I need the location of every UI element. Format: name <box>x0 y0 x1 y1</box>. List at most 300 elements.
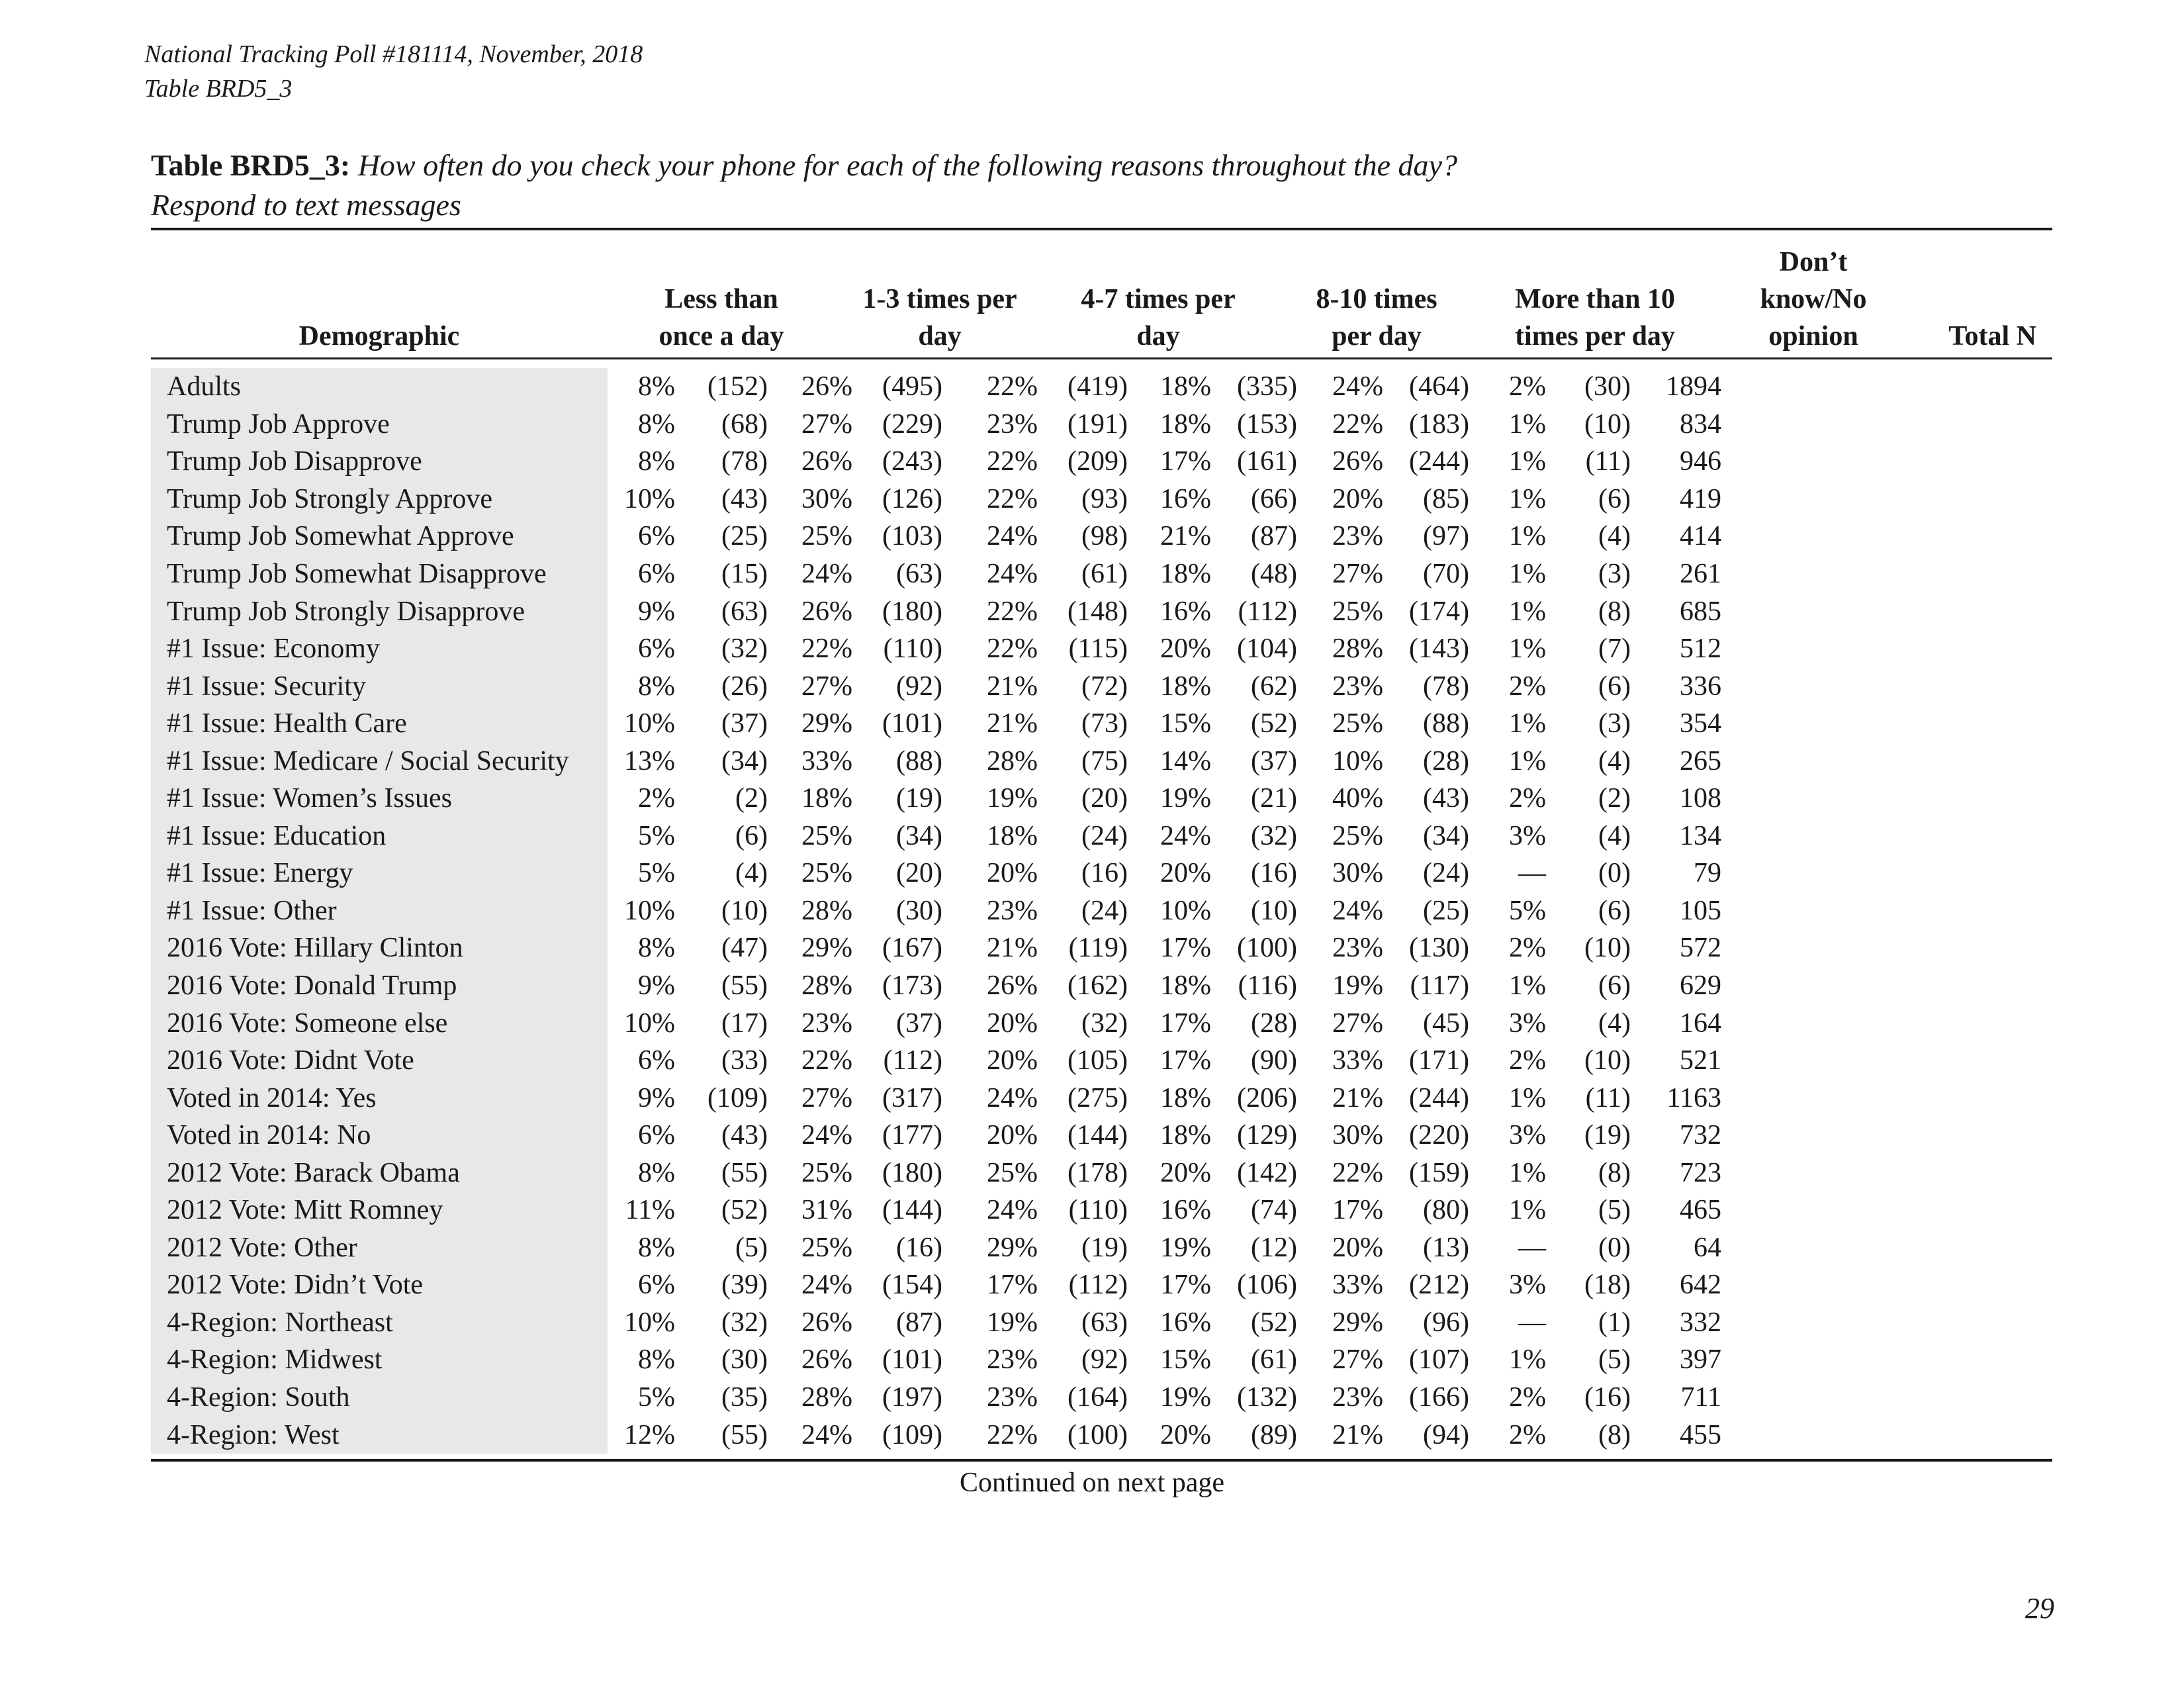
cell-total-n: 685 <box>1680 596 1721 627</box>
cell-count: (43) <box>1423 783 1469 814</box>
cell-total-n: 134 <box>1680 820 1721 851</box>
cell-percent: 23% <box>1332 933 1383 964</box>
table-row <box>151 1079 1761 1117</box>
cell-percent: 29% <box>801 933 852 964</box>
cell-percent: 5% <box>1509 895 1546 926</box>
cell-count: (8) <box>1598 596 1631 627</box>
cell-count: (32) <box>1081 1008 1128 1039</box>
cell-percent: 11% <box>625 1195 675 1226</box>
cell-total-n: 164 <box>1680 1008 1721 1039</box>
cell-percent: 10% <box>624 1008 675 1039</box>
cell-percent: 6% <box>638 1120 675 1151</box>
cell-count: (92) <box>896 671 942 702</box>
cell-percent: 1% <box>1509 745 1546 776</box>
cell-percent: 8% <box>638 933 675 964</box>
cell-percent: 22% <box>801 633 852 665</box>
cell-count: (101) <box>882 708 942 739</box>
cell-count: (6) <box>1598 671 1631 702</box>
cell-count: (4) <box>735 858 768 889</box>
cell-count: (34) <box>721 745 768 776</box>
cell-percent: 6% <box>638 559 675 589</box>
cell-count: (130) <box>1409 933 1469 964</box>
running-header <box>144 37 643 106</box>
cell-percent: 33% <box>1332 1270 1383 1301</box>
cell-percent: 17% <box>987 1270 1038 1301</box>
cell-percent: 10% <box>1160 895 1211 926</box>
col-header-1-3-times: 1-3 times per day <box>862 284 1017 352</box>
cell-percent: 25% <box>987 1157 1038 1188</box>
cell-count: (7) <box>1598 633 1631 665</box>
table-row <box>151 780 1761 818</box>
row-label: #1 Issue: Health Care <box>167 708 407 739</box>
cell-count: (106) <box>1237 1270 1297 1301</box>
cell-count: (28) <box>1251 1008 1297 1039</box>
cell-percent: 5% <box>638 1382 675 1413</box>
cell-percent: 19% <box>987 783 1038 814</box>
cell-percent: 29% <box>1332 1307 1383 1338</box>
cell-count: (78) <box>721 446 768 477</box>
cell-count: (4) <box>1598 1008 1631 1039</box>
cell-count: (209) <box>1068 446 1128 477</box>
cell-percent: 21% <box>987 708 1038 739</box>
cell-count: (52) <box>1251 1307 1297 1338</box>
cell-count: (6) <box>735 820 768 851</box>
cell-percent: 20% <box>1160 633 1211 665</box>
table-title <box>151 146 1457 225</box>
cell-count: (19) <box>1081 1232 1128 1263</box>
cell-percent: 23% <box>801 1008 852 1039</box>
cell-percent: 24% <box>1160 820 1211 851</box>
cell-percent: 17% <box>1332 1195 1383 1226</box>
cell-percent: 1% <box>1509 521 1546 552</box>
col-header-4-7-times: 4-7 times per day <box>1081 284 1236 352</box>
table-row <box>151 518 1761 555</box>
cell-count: (10) <box>1584 1045 1631 1076</box>
row-label: 4-Region: Northeast <box>167 1307 393 1338</box>
cell-percent: 1% <box>1509 1157 1546 1188</box>
cell-percent: 21% <box>1332 1419 1383 1450</box>
table-row <box>151 481 1761 518</box>
cell-percent: 25% <box>801 1232 852 1263</box>
cell-percent: 6% <box>638 1270 675 1301</box>
cell-count: (63) <box>896 559 942 589</box>
cell-total-n: 397 <box>1680 1344 1721 1376</box>
cell-percent: 6% <box>638 1045 675 1076</box>
cell-count: (70) <box>1423 559 1469 589</box>
cell-percent: 20% <box>1160 858 1211 889</box>
cell-count: (43) <box>721 483 768 514</box>
poll-name: National Tracking Poll #181114, November, 2018 <box>144 40 643 68</box>
cell-percent: 19% <box>987 1307 1038 1338</box>
cell-percent: 8% <box>638 1344 675 1376</box>
cell-percent: 15% <box>1160 1344 1211 1376</box>
cell-count: (112) <box>1068 1270 1128 1301</box>
row-label: Trump Job Strongly Approve <box>167 483 493 514</box>
cell-count: (68) <box>721 408 768 440</box>
cell-count: (25) <box>1423 895 1469 926</box>
cell-count: (92) <box>1081 1344 1128 1376</box>
cell-count: (143) <box>1409 633 1469 665</box>
cell-count: (37) <box>721 708 768 739</box>
cell-percent: 25% <box>801 820 852 851</box>
cell-percent: 24% <box>801 1120 852 1151</box>
cell-percent: 18% <box>1160 1120 1211 1151</box>
cell-percent: 20% <box>1160 1157 1211 1188</box>
cell-count: (10) <box>721 895 768 926</box>
cell-count: (180) <box>882 596 942 627</box>
cell-count: (8) <box>1598 1419 1631 1450</box>
cell-count: (101) <box>882 1344 942 1376</box>
cell-percent: 19% <box>1332 970 1383 1002</box>
cell-count: (164) <box>1068 1382 1128 1413</box>
cell-count: (144) <box>882 1195 942 1226</box>
cell-percent: 8% <box>638 408 675 440</box>
cell-percent: 30% <box>1332 858 1383 889</box>
cell-count: (6) <box>1598 895 1631 926</box>
cell-count: (63) <box>1081 1307 1128 1338</box>
cell-percent: — <box>1518 1307 1546 1338</box>
cell-percent: 20% <box>987 1008 1038 1039</box>
table-row <box>151 818 1761 855</box>
cell-total-n: 105 <box>1680 895 1721 926</box>
cell-percent: 17% <box>1160 446 1211 477</box>
row-label: 2016 Vote: Donald Trump <box>167 970 457 1002</box>
cell-count: (107) <box>1409 1344 1469 1376</box>
cell-count: (132) <box>1237 1382 1297 1413</box>
cell-count: (5) <box>1598 1344 1631 1376</box>
row-label: Trump Job Somewhat Disapprove <box>167 559 547 589</box>
cell-count: (63) <box>721 596 768 627</box>
cell-count: (73) <box>1081 708 1128 739</box>
cell-count: (21) <box>1251 783 1297 814</box>
table-title-label: Table BRD5_3: <box>151 148 351 182</box>
cell-count: (166) <box>1409 1382 1469 1413</box>
row-label: 2016 Vote: Hillary Clinton <box>167 933 463 964</box>
table-row <box>151 1416 1761 1454</box>
table-row <box>151 1304 1761 1342</box>
cell-percent: 17% <box>1160 1008 1211 1039</box>
cell-percent: 17% <box>1160 1270 1211 1301</box>
cell-percent: 27% <box>801 1082 852 1113</box>
cell-percent: 14% <box>1160 745 1211 776</box>
cell-percent: 25% <box>801 521 852 552</box>
cell-percent: 26% <box>1332 446 1383 477</box>
cell-count: (98) <box>1081 521 1128 552</box>
cell-count: (32) <box>721 633 768 665</box>
cell-percent: 10% <box>1332 745 1383 776</box>
cell-percent: 22% <box>987 483 1038 514</box>
row-label: Trump Job Disapprove <box>167 446 422 477</box>
cell-count: (105) <box>1068 1045 1128 1076</box>
cell-percent: 20% <box>987 1045 1038 1076</box>
cell-count: (32) <box>1251 820 1297 851</box>
cell-percent: 25% <box>1332 820 1383 851</box>
cell-count: (16) <box>1584 1382 1631 1413</box>
cell-count: (55) <box>721 1419 768 1450</box>
cell-percent: 1% <box>1509 596 1546 627</box>
cell-count: (24) <box>1081 895 1128 926</box>
cell-percent: 22% <box>987 1419 1038 1450</box>
cell-count: (112) <box>883 1045 942 1076</box>
cell-percent: 26% <box>801 1307 852 1338</box>
cell-count: (0) <box>1598 1232 1631 1263</box>
cell-count: (15) <box>721 559 768 589</box>
row-label: 2012 Vote: Didn’t Vote <box>167 1270 424 1301</box>
cell-percent: 21% <box>1332 1082 1383 1113</box>
cell-percent: 3% <box>1509 1120 1546 1151</box>
cell-percent: 22% <box>1332 1157 1383 1188</box>
cell-count: (419) <box>1068 371 1128 402</box>
cell-percent: 2% <box>1509 783 1546 814</box>
cell-percent: 18% <box>801 783 852 814</box>
cell-count: (30) <box>1584 371 1631 402</box>
cell-count: (10) <box>1584 408 1631 440</box>
table-row <box>151 406 1761 444</box>
cell-count: (61) <box>1081 559 1128 589</box>
cell-percent: 2% <box>1509 1382 1546 1413</box>
cell-total-n: 108 <box>1680 783 1721 814</box>
cell-percent: 18% <box>1160 408 1211 440</box>
cell-percent: 16% <box>1160 1195 1211 1226</box>
cell-percent: 12% <box>624 1419 675 1450</box>
cell-percent: 1% <box>1509 559 1546 589</box>
cell-percent: 24% <box>801 1419 852 1450</box>
cell-percent: 22% <box>987 371 1038 402</box>
cell-count: (34) <box>896 820 942 851</box>
cell-count: (177) <box>882 1120 942 1151</box>
page-number: 29 <box>2025 1592 2054 1624</box>
cell-count: (162) <box>1068 970 1128 1002</box>
cell-count: (75) <box>1081 745 1128 776</box>
cell-count: (94) <box>1423 1419 1469 1450</box>
cell-percent: 2% <box>1509 1419 1546 1450</box>
cell-count: (13) <box>1423 1232 1469 1263</box>
table-row <box>151 855 1761 892</box>
cell-percent: 21% <box>1160 521 1211 552</box>
cell-total-n: 465 <box>1680 1195 1721 1226</box>
cell-count: (25) <box>721 521 768 552</box>
cell-percent: 30% <box>801 483 852 514</box>
cell-percent: 28% <box>801 970 852 1002</box>
table-row <box>151 892 1761 930</box>
cell-count: (154) <box>882 1270 942 1301</box>
cell-total-n: 265 <box>1680 745 1721 776</box>
col-header-demographic: Demographic <box>298 321 460 352</box>
cell-percent: 2% <box>1509 671 1546 702</box>
table-question: How often do you check your phone for each of the following reasons throughout the day? <box>357 148 1457 182</box>
cell-count: (148) <box>1068 596 1128 627</box>
cell-percent: 29% <box>987 1232 1038 1263</box>
cell-total-n: 642 <box>1680 1270 1721 1301</box>
table-row <box>151 929 1761 967</box>
cell-percent: 23% <box>1332 671 1383 702</box>
cell-percent: 1% <box>1509 970 1546 1002</box>
table-row <box>151 1154 1761 1192</box>
cell-count: (24) <box>1081 820 1128 851</box>
cell-count: (110) <box>883 633 942 665</box>
cell-count: (87) <box>896 1307 942 1338</box>
cell-count: (6) <box>1598 483 1631 514</box>
cell-count: (30) <box>721 1344 768 1376</box>
cell-count: (229) <box>882 408 942 440</box>
cell-count: (220) <box>1409 1120 1469 1151</box>
cell-count: (4) <box>1598 820 1631 851</box>
cell-percent: 10% <box>624 483 675 514</box>
table-row <box>151 368 1761 406</box>
cell-count: (11) <box>1585 446 1631 477</box>
cell-percent: 10% <box>624 708 675 739</box>
col-header-more-than-10: More than 10 times per day <box>1515 284 1675 352</box>
cell-percent: 8% <box>638 371 675 402</box>
cell-count: (191) <box>1068 408 1128 440</box>
cell-count: (16) <box>896 1232 942 1263</box>
cell-percent: 27% <box>801 671 852 702</box>
cell-count: (243) <box>882 446 942 477</box>
cell-total-n: 261 <box>1680 559 1721 589</box>
cell-count: (100) <box>1068 1419 1128 1450</box>
cell-total-n: 1163 <box>1666 1082 1721 1113</box>
cell-count: (109) <box>707 1082 768 1113</box>
cell-count: (61) <box>1251 1344 1297 1376</box>
row-label: 4-Region: South <box>167 1382 350 1413</box>
cell-total-n: 419 <box>1680 483 1721 514</box>
cell-percent: 10% <box>624 1307 675 1338</box>
cell-percent: 5% <box>638 820 675 851</box>
row-label: 2016 Vote: Didnt Vote <box>167 1045 414 1076</box>
cell-percent: 26% <box>801 371 852 402</box>
cell-count: (48) <box>1251 559 1297 589</box>
table-row <box>151 1379 1761 1417</box>
table-row <box>151 742 1761 780</box>
cell-percent: 25% <box>1332 708 1383 739</box>
cell-count: (171) <box>1409 1045 1469 1076</box>
row-label: Voted in 2014: Yes <box>167 1082 377 1113</box>
row-label: #1 Issue: Energy <box>167 858 353 889</box>
cell-count: (110) <box>1068 1195 1128 1226</box>
cell-percent: 2% <box>1509 371 1546 402</box>
cell-percent: 29% <box>801 708 852 739</box>
cell-percent: 20% <box>1332 1232 1383 1263</box>
cell-count: (4) <box>1598 745 1631 776</box>
cell-percent: 21% <box>987 933 1038 964</box>
cell-percent: 3% <box>1509 820 1546 851</box>
cell-percent: 18% <box>1160 970 1211 1002</box>
cell-count: (93) <box>1081 483 1128 514</box>
cell-count: (129) <box>1237 1120 1297 1151</box>
table-row <box>151 1229 1761 1267</box>
row-label: 2016 Vote: Someone else <box>167 1008 448 1039</box>
cell-percent: 6% <box>638 633 675 665</box>
cell-total-n: 332 <box>1680 1307 1721 1338</box>
cell-percent: 21% <box>987 671 1038 702</box>
cell-count: (45) <box>1423 1008 1469 1039</box>
cell-percent: 23% <box>987 1344 1038 1376</box>
row-label: #1 Issue: Education <box>167 820 387 851</box>
cell-percent: 28% <box>801 1382 852 1413</box>
cell-count: (16) <box>1081 858 1128 889</box>
cell-percent: 8% <box>638 1232 675 1263</box>
row-label: 4-Region: West <box>167 1419 340 1450</box>
cell-count: (116) <box>1238 970 1297 1002</box>
cell-count: (495) <box>882 371 942 402</box>
cell-count: (2) <box>735 783 768 814</box>
cell-percent: 23% <box>987 895 1038 926</box>
cell-percent: 20% <box>987 858 1038 889</box>
cell-count: (66) <box>1251 483 1297 514</box>
cell-total-n: 572 <box>1680 933 1721 964</box>
cell-count: (317) <box>882 1082 942 1113</box>
cell-percent: 31% <box>801 1195 852 1226</box>
cell-percent: 26% <box>801 446 852 477</box>
table-row <box>151 667 1761 705</box>
cell-count: (464) <box>1409 371 1469 402</box>
cell-percent: 24% <box>801 1270 852 1301</box>
table-row <box>151 1192 1761 1229</box>
cell-percent: 23% <box>1332 1382 1383 1413</box>
cell-count: (55) <box>721 970 768 1002</box>
cell-percent: 27% <box>1332 559 1383 589</box>
row-label: #1 Issue: Medicare / Social Security <box>167 745 569 776</box>
cell-count: (109) <box>882 1419 942 1450</box>
row-label: 2012 Vote: Barack Obama <box>167 1157 460 1188</box>
cell-percent: 2% <box>1509 1045 1546 1076</box>
cell-count: (103) <box>882 521 942 552</box>
cell-percent: 8% <box>638 671 675 702</box>
cell-percent: 20% <box>1332 483 1383 514</box>
cell-percent: 18% <box>987 820 1038 851</box>
cell-total-n: 336 <box>1680 671 1721 702</box>
cell-total-n: 629 <box>1680 970 1721 1002</box>
cell-percent: 30% <box>1332 1120 1383 1151</box>
row-label: 4-Region: Midwest <box>167 1344 383 1376</box>
cell-count: (2) <box>1598 783 1631 814</box>
cell-count: (52) <box>1251 708 1297 739</box>
cell-count: (5) <box>735 1232 768 1263</box>
cell-percent: 26% <box>801 596 852 627</box>
table-row <box>151 1042 1761 1080</box>
cell-count: (100) <box>1237 933 1297 964</box>
col-header-dont-know: Don’t know/No opinion <box>1760 247 1867 352</box>
cell-percent: — <box>1518 1232 1546 1263</box>
cell-count: (11) <box>1585 1082 1631 1113</box>
cell-count: (78) <box>1423 671 1469 702</box>
cell-percent: 1% <box>1509 1082 1546 1113</box>
cell-percent: 22% <box>987 633 1038 665</box>
cell-count: (12) <box>1251 1232 1297 1263</box>
cell-count: (43) <box>721 1120 768 1151</box>
cell-count: (33) <box>721 1045 768 1076</box>
table-id: Table BRD5_3 <box>144 75 293 103</box>
cell-count: (80) <box>1423 1195 1469 1226</box>
cell-percent: 1% <box>1509 1344 1546 1376</box>
cell-count: (178) <box>1068 1157 1128 1188</box>
cell-total-n: 723 <box>1680 1157 1721 1188</box>
cell-percent: 24% <box>987 521 1038 552</box>
cell-count: (37) <box>1251 745 1297 776</box>
cell-percent: 1% <box>1509 483 1546 514</box>
row-label: Trump Job Approve <box>167 408 390 440</box>
row-label: Trump Job Somewhat Approve <box>167 521 514 552</box>
cell-count: (167) <box>882 933 942 964</box>
table-body <box>151 368 1761 1454</box>
cell-total-n: 1894 <box>1666 371 1721 402</box>
cell-count: (126) <box>882 483 942 514</box>
cell-count: (62) <box>1251 671 1297 702</box>
cell-percent: 23% <box>1332 521 1383 552</box>
cell-percent: 24% <box>1332 895 1383 926</box>
cell-count: (119) <box>1068 933 1128 964</box>
cell-total-n: 354 <box>1680 708 1721 739</box>
